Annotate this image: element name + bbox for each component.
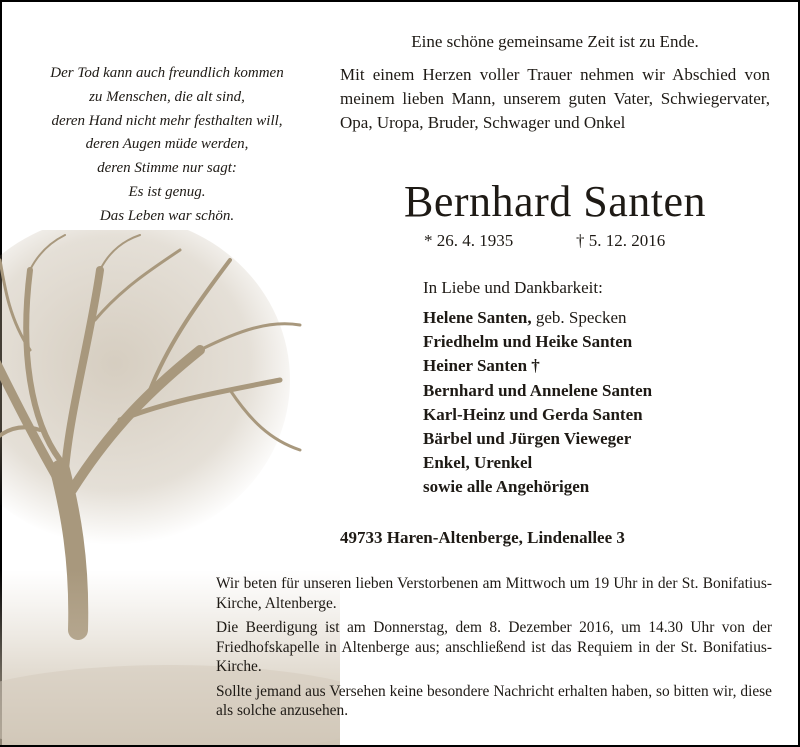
birth-date: * 26. 4. 1935 <box>424 231 514 250</box>
poem <box>12 62 322 229</box>
address: 49733 Haren-Altenberge, Lindenallee 3 <box>340 528 625 547</box>
notes <box>216 574 772 726</box>
mourners-list <box>423 306 652 500</box>
intro-heading: Eine schöne gemeinsame Zeit ist zu Ende. <box>411 32 699 51</box>
intro-text: Mit einem Herzen voller Trauer nehmen wir Abschied von meinem lieben Mann, unserem guten Vater, Schwiegervater, Opa, Uropa, Bruder, Schwager und Onkel <box>340 65 770 132</box>
poem-line: deren Augen müde werden, <box>85 136 249 153</box>
mourner-name: Enkel, Urenkel <box>423 453 533 473</box>
death-date: † 5. 12. 2016 <box>576 231 666 250</box>
poem-line: Es ist genug. <box>128 183 206 200</box>
notification-note: Sollte jemand aus Versehen keine besondere Nachricht erhalten haben, so bitten wir, diese als solche anzusehen. <box>216 682 772 719</box>
mourner-item <box>423 306 652 330</box>
mourner-item <box>423 403 652 427</box>
poem-line: deren Stimme nur sagt: <box>97 160 237 177</box>
funeral-note: Die Beerdigung ist am Donnerstag, dem 8. Dezember 2016, um 14.30 Uhr von der Friedhofskapelle in Altenberge aus; anschließend ist das Requiem in der St. Bonifatius-Kirche. <box>216 619 772 675</box>
mourner-item <box>423 451 652 475</box>
prayer-note: Wir beten für unseren lieben Verstorbenen am Mittwoch um 19 Uhr in der St. Bonifatius-Kirche, Altenberge. <box>216 575 772 612</box>
mourner-name: Bernhard und Annelene Santen <box>423 380 653 400</box>
mourner-name: Karl-Heinz und Gerda Santen <box>423 404 643 424</box>
mourner-name: Friedhelm und Heike Santen <box>423 332 633 352</box>
mourner-name: Helene Santen, <box>423 308 532 327</box>
mourner-item <box>423 475 652 499</box>
poem-line: Der Tod kann auch freundlich kommen <box>50 65 284 81</box>
mourner-item <box>423 427 652 451</box>
poem-line: Das Leben war schön. <box>99 207 235 224</box>
mourner-item <box>423 330 652 354</box>
mourner-name: Heiner Santen † <box>423 356 540 376</box>
mourner-extra: geb. Specken <box>535 308 627 327</box>
mourner-name: sowie alle Angehörigen <box>423 477 590 497</box>
mourner-item <box>423 354 652 378</box>
love-line: In Liebe und Dankbarkeit: <box>423 278 603 297</box>
deceased-name: Bernhard Santen <box>404 177 706 226</box>
poem-line: deren Hand nicht mehr festhalten will, <box>51 112 283 129</box>
poem-line: zu Menschen, die alt sind, <box>89 88 245 105</box>
mourner-name: Bärbel und Jürgen Vieweger <box>423 429 632 449</box>
mourner-item <box>423 379 652 403</box>
